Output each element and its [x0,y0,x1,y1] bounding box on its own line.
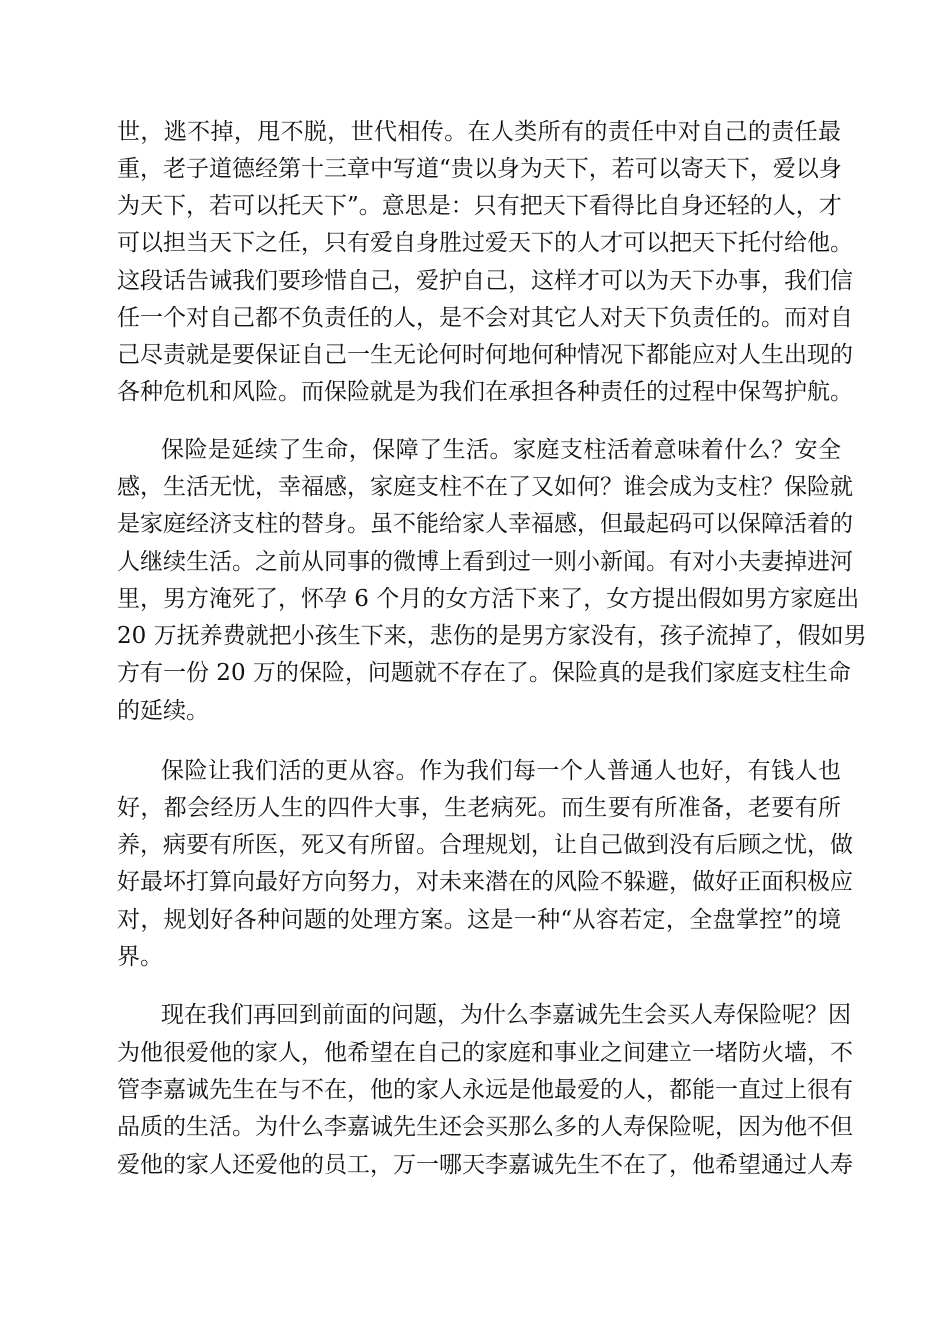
paragraph-line: 任一个对自己都不负责任的人，是不会对其它人对天下负责任的。而对自 [117,305,853,331]
paragraph-line: 品质的生活。为什么李嘉诚先生还会买那么多的人寿保险呢，因为他不但 [117,1114,853,1140]
paragraph-line: 感，生活无忧，幸福感，家庭支柱不在了又如何？谁会成为支柱？保险就 [117,474,853,500]
paragraph-line: 对，规划好各种问题的处理方案。这是一种“从容若定，全盘掌控”的境 [117,907,841,933]
paragraph-line: 界。 [117,944,163,970]
paragraph-line: 保险是延续了生命，保障了生活。家庭支柱活着意味着什么？安全 [161,437,841,463]
paragraph-line: 方有一份 20 万的保险，问题就不存在了。保险真的是我们家庭支柱生命 [117,660,851,686]
paragraph-line: 爱他的家人还爱他的员工，万一哪天李嘉诚先生不在了，他希望通过人寿 [117,1152,853,1178]
paragraph-line: 保险让我们活的更从容。作为我们每一个人普通人也好，有钱人也 [161,758,841,784]
paragraph-line: 管李嘉诚先生在与不在，他的家人永远是他最爱的人，都能一直过上很有 [117,1077,853,1103]
paragraph-line: 为天下，若可以托天下”。意思是：只有把天下看得比自身还轻的人，才 [117,193,842,219]
paragraph-line: 重，老子道德经第十三章中写道“贵以身为天下，若可以寄天下，爱以身 [117,156,842,182]
paragraph-line: 这段话告诫我们要珍惜自己，爱护自己，这样才可以为天下办事，我们信 [117,268,853,294]
paragraph-line: 的延续。 [117,698,209,724]
paragraph-line: 现在我们再回到前面的问题，为什么李嘉诚先生会买人寿保险呢？因 [161,1002,851,1028]
paragraph-line: 各种危机和风险。而保险就是为我们在承担各种责任的过程中保驾护航。 [117,379,853,405]
paragraph-line: 好最坏打算向最好方向努力，对未来潜在的风险不躲避，做好正面积极应 [117,869,853,895]
paragraph-line: 里，男方淹死了，怀孕 6 个月的女方活下来了，女方提出假如男方家庭出 [117,586,860,612]
paragraph-line: 为他很爱他的家人，他希望在自己的家庭和事业之间建立一堵防火墙，不 [117,1040,853,1066]
paragraph-line: 是家庭经济支柱的替身。虽不能给家人幸福感，但最起码可以保障活着的 [117,511,853,537]
paragraph-line: 己尽责就是要保证自己一生无论何时何地何种情况下都能应对人生出现的 [117,342,853,368]
paragraph-line: 人继续生活。之前从同事的微博上看到过一则小新闻。有对小夫妻掉进河 [117,549,853,575]
paragraph-line: 可以担当天下之任，只有爱自身胜过爱天下的人才可以把天下托付给他。 [117,230,853,256]
paragraph-line: 好，都会经历人生的四件大事，生老病死。而生要有所准备，老要有所 [117,795,841,821]
paragraph-line: 养，病要有所医，死又有所留。合理规划，让自己做到没有后顾之忧，做 [117,832,853,858]
paragraph-line: 世，逃不掉，甩不脱，世代相传。在人类所有的责任中对自己的责任最 [117,119,841,145]
paragraph-line: 20 万抚养费就把小孩生下来，悲伤的是男方家没有，孩子流掉了，假如男 [117,623,867,649]
